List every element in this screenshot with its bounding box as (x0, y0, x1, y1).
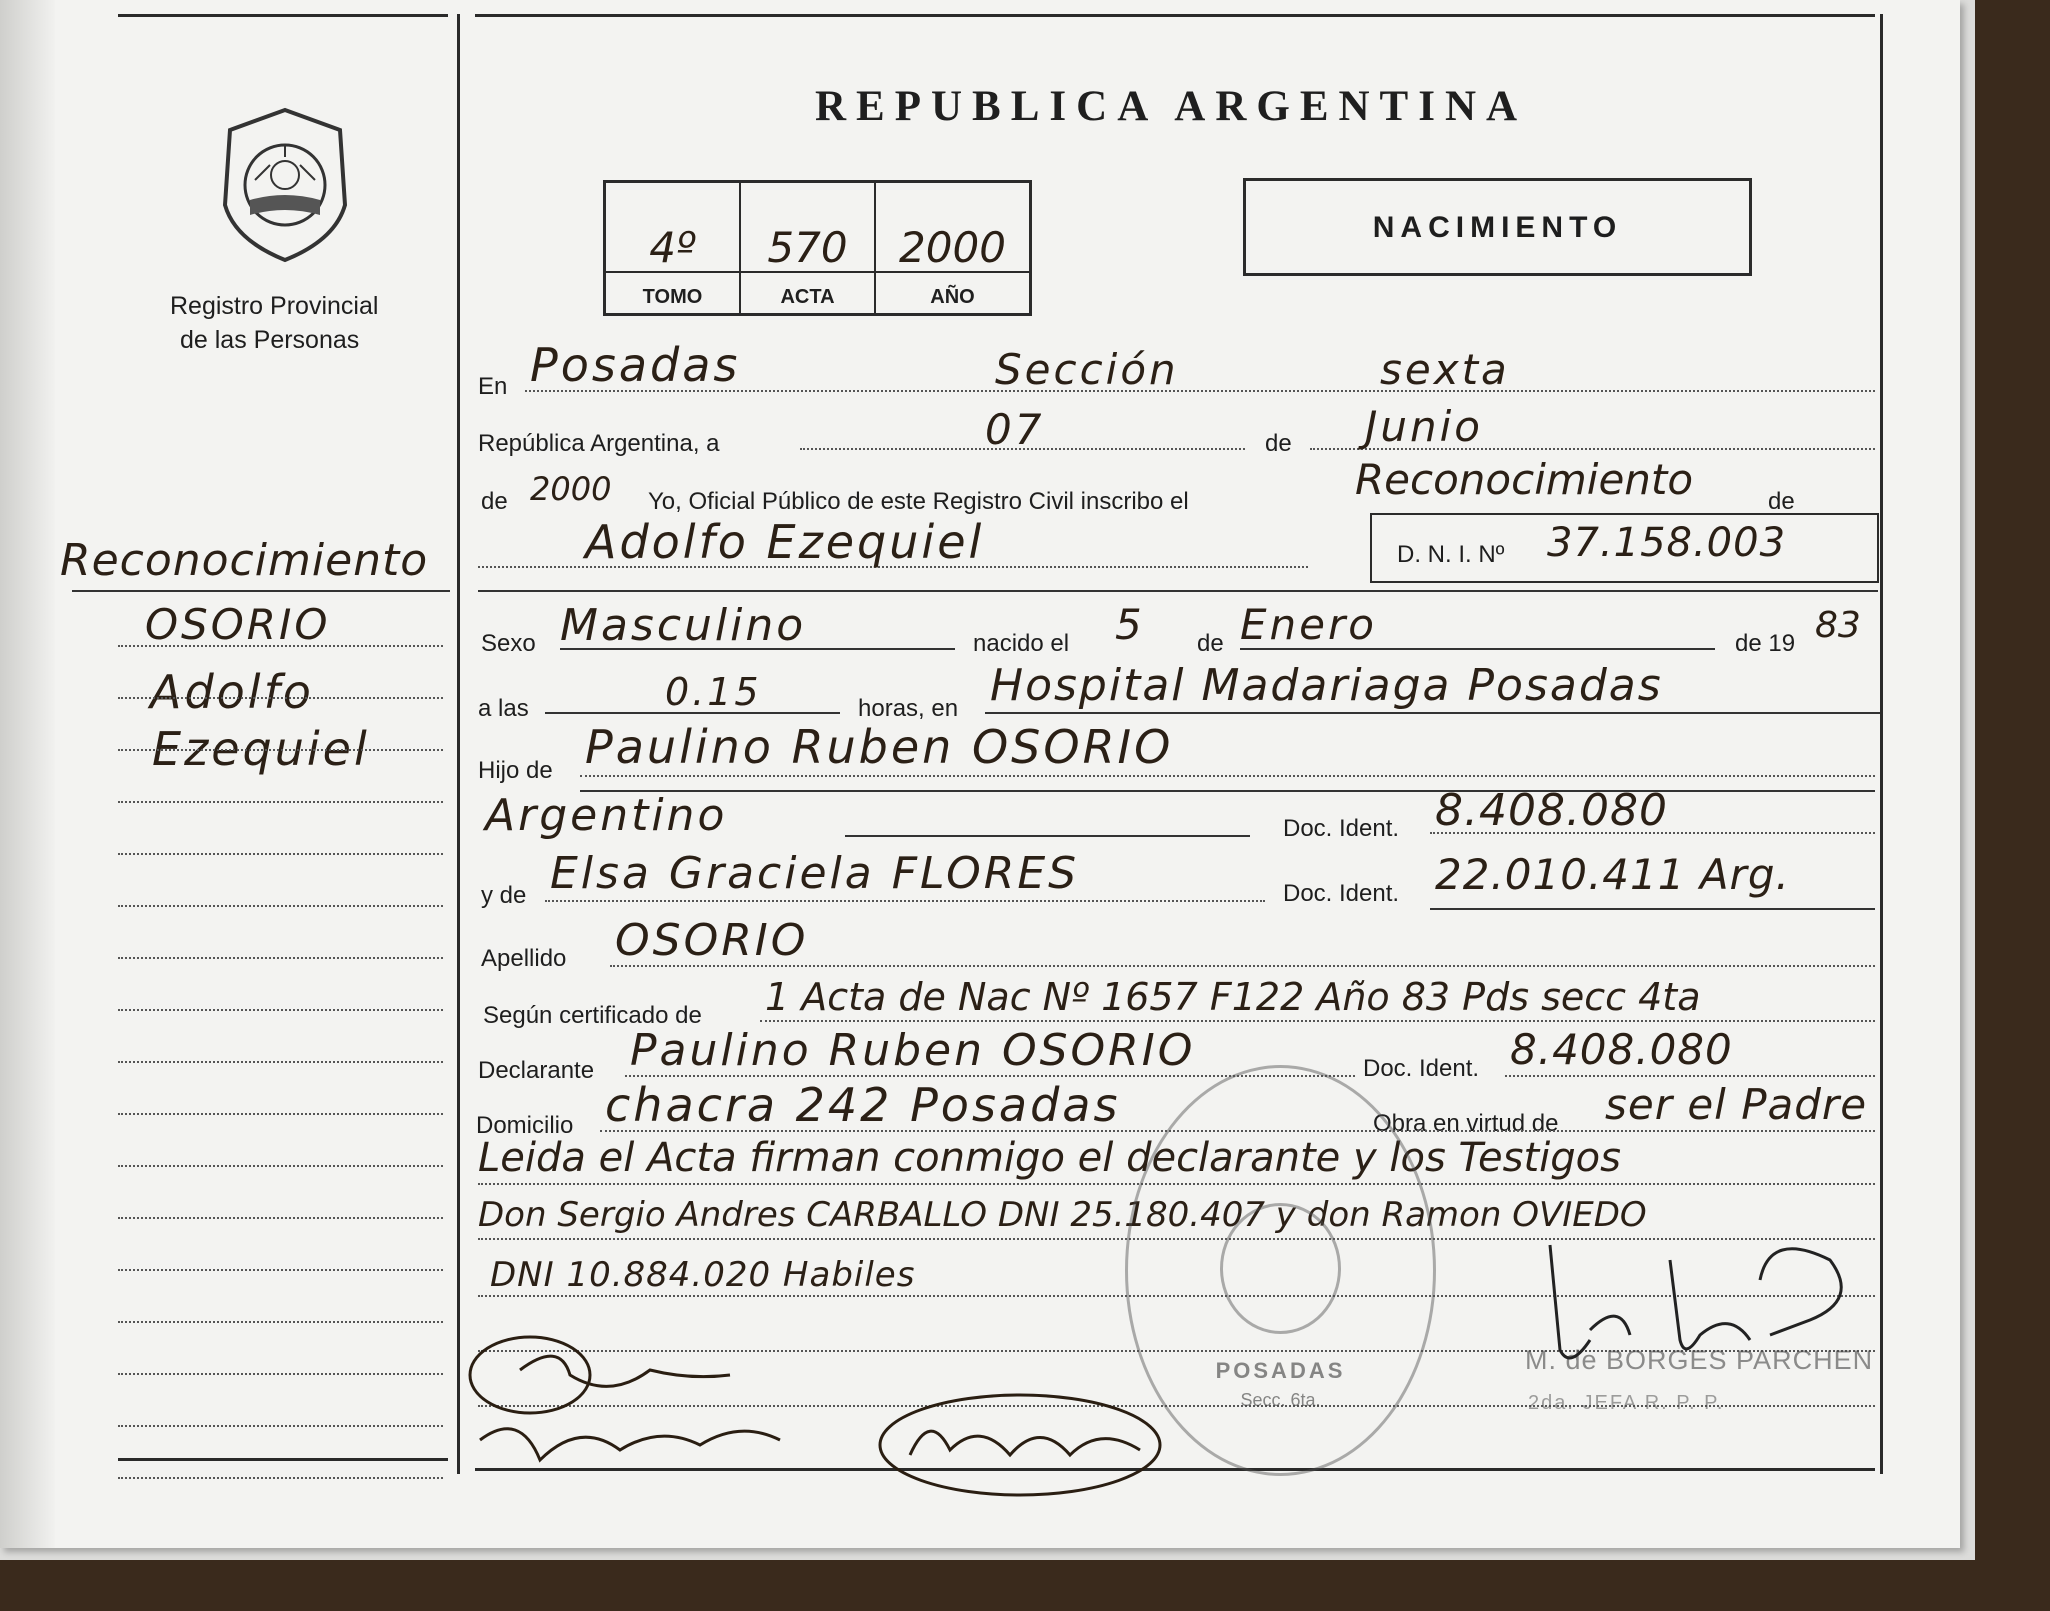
label-republica-a: República Argentina, a (478, 430, 720, 457)
margin-ruled-line (118, 1009, 443, 1011)
margin-ruled-line (118, 1165, 443, 1167)
book-spine (0, 0, 55, 1548)
margin-ruled-line (118, 853, 443, 855)
margin-ruled-line (118, 1321, 443, 1323)
entry-city: Posadas (530, 338, 741, 392)
label-en: En (478, 373, 508, 400)
label-doc-ident-3: Doc. Ident. (1363, 1055, 1480, 1082)
entry-closing-1: Leida el Acta firman conmigo el declarante y los Testigos (478, 1135, 1621, 1181)
ano-value: 2000 (899, 223, 1006, 272)
column-divider (457, 14, 460, 1474)
margin-ruled-line (118, 1217, 443, 1219)
official-stamp-role: 2da. JEFA R. P. P. (1528, 1392, 1725, 1414)
official-stamp-name: M. de BORGES PARCHEN (1525, 1345, 1874, 1375)
top-rule-left (118, 14, 448, 17)
entry-mother: Elsa Graciela FLORES (550, 848, 1080, 899)
acta-cell (741, 183, 876, 313)
margin-note-name1: Adolfo (150, 665, 314, 719)
entry-address: chacra 242 Posadas (605, 1078, 1121, 1132)
margin-ruled-line (118, 905, 443, 907)
official-signature (1530, 1240, 1860, 1390)
tomo-label: TOMO (642, 286, 703, 308)
act-type-label: NACIMIENTO (1372, 211, 1623, 244)
entry-mother-doc: 22.010.411 Arg. (1435, 850, 1790, 899)
acta-value: 570 (767, 223, 848, 272)
label-doc-ident-1: Doc. Ident. (1283, 815, 1400, 842)
label-hijo-de: Hijo de (478, 757, 553, 784)
province-seal-icon (215, 105, 355, 265)
entry-given-names: Adolfo Ezequiel (585, 515, 985, 569)
margin-ruled-line (118, 801, 443, 803)
entry-closing-3: DNI 10.884.020 Habiles (490, 1255, 916, 1295)
label-de-19: de 19 (1735, 630, 1796, 657)
entry-year: 2000 (530, 470, 612, 508)
margin-ruled-line (118, 1269, 443, 1271)
entry-section-num: sexta (1380, 345, 1510, 394)
acta-label: ACTA (780, 286, 835, 308)
registry-name-line1: Registro Provincial (170, 292, 379, 320)
label-nacido-el: nacido el (973, 630, 1070, 657)
entry-act-kind: Reconocimiento (1355, 455, 1694, 504)
label-segun: Según certificado de (483, 1002, 702, 1029)
label-a-las: a las (478, 695, 529, 722)
label-de-after: de (1768, 488, 1795, 515)
label-doc-ident-2: Doc. Ident. (1283, 880, 1400, 907)
label-y-de: y de (481, 882, 527, 909)
label-de-month: de (1197, 630, 1224, 657)
dni-box (1370, 513, 1879, 583)
entry-section: Sección (995, 345, 1179, 394)
label-de: de (1265, 430, 1292, 457)
label-horas-en: horas, en (858, 695, 959, 722)
margin-ruled-line (118, 645, 443, 647)
margin-ruled-line (118, 1061, 443, 1063)
margin-ruled-line (118, 1477, 443, 1479)
entry-month: Junio (1365, 402, 1483, 451)
margin-ruled-line (118, 697, 443, 699)
margin-note-name2: Ezequiel (152, 722, 370, 776)
margin-note-type: Reconocimiento (60, 535, 429, 586)
registry-name-line2: de las Personas (180, 326, 360, 354)
stamp-city: POSADAS (1215, 1358, 1346, 1383)
label-apellido: Apellido (481, 945, 567, 972)
entry-birth-month: Enero (1240, 600, 1377, 649)
witness2-signature (870, 1380, 1180, 1510)
margin-ruled-line (118, 1425, 443, 1427)
entry-time: 0.15 (665, 670, 762, 714)
label-obra: Obra en virtud de (1373, 1110, 1559, 1137)
margin-ruled-line (118, 749, 443, 751)
bottom-rule-left (118, 1458, 448, 1461)
ano-cell (876, 183, 1029, 313)
label-yo-oficial: Yo, Oficial Público de este Registro Civil inscribo el (648, 488, 1189, 515)
entry-certificate: 1 Acta de Nac Nº 1657 F122 Año 83 Pds secc 4ta (765, 975, 1701, 1019)
top-rule-right (475, 14, 1875, 17)
entry-birth-day: 5 (1115, 600, 1145, 649)
tomo-value: 4º (649, 223, 696, 272)
country-title: REPUBLICA ARGENTINA (815, 83, 1528, 130)
entry-dni: 37.158.003 (1547, 520, 1787, 566)
label-de-year: de (481, 488, 508, 515)
margin-ruled-line (118, 957, 443, 959)
entry-declarant-doc: 8.408.080 (1510, 1025, 1733, 1074)
entry-father-doc: 8.408.080 (1435, 785, 1668, 836)
stamp-section: Secc. 6ta. (1240, 1390, 1321, 1410)
label-dni: D. N. I. Nº (1397, 541, 1505, 568)
act-type-box (1243, 178, 1752, 276)
entry-sex: Masculino (560, 600, 807, 651)
margin-ruled-line (118, 1373, 443, 1375)
entry-declarant: Paulino Ruben OSORIO (630, 1025, 1196, 1076)
entry-birth-year: 83 (1815, 605, 1861, 646)
label-declarante: Declarante (478, 1057, 595, 1084)
entry-surname: OSORIO (615, 915, 809, 966)
tomo-cell (606, 183, 741, 313)
entry-capacity: ser el Padre (1605, 1080, 1868, 1129)
declarant-witness-signatures (460, 1330, 880, 1510)
entry-closing-2: Don Sergio Andres CARBALLO DNI 25.180.407 y don Ramon OVIEDO (478, 1195, 1647, 1235)
entry-father-nationality: Argentino (485, 790, 728, 841)
margin-ruled-line (118, 1113, 443, 1115)
ano-label: AÑO (930, 286, 975, 308)
margin-note-surname: OSORIO (145, 600, 331, 649)
label-sexo: Sexo (481, 630, 536, 657)
right-border (1880, 14, 1883, 1474)
record-number-box (603, 180, 1032, 316)
label-domicilio: Domicilio (476, 1112, 574, 1139)
entry-father: Paulino Ruben OSORIO (585, 720, 1174, 774)
entry-day: 07 (985, 405, 1045, 454)
entry-place: Hospital Madariaga Posadas (990, 660, 1663, 711)
